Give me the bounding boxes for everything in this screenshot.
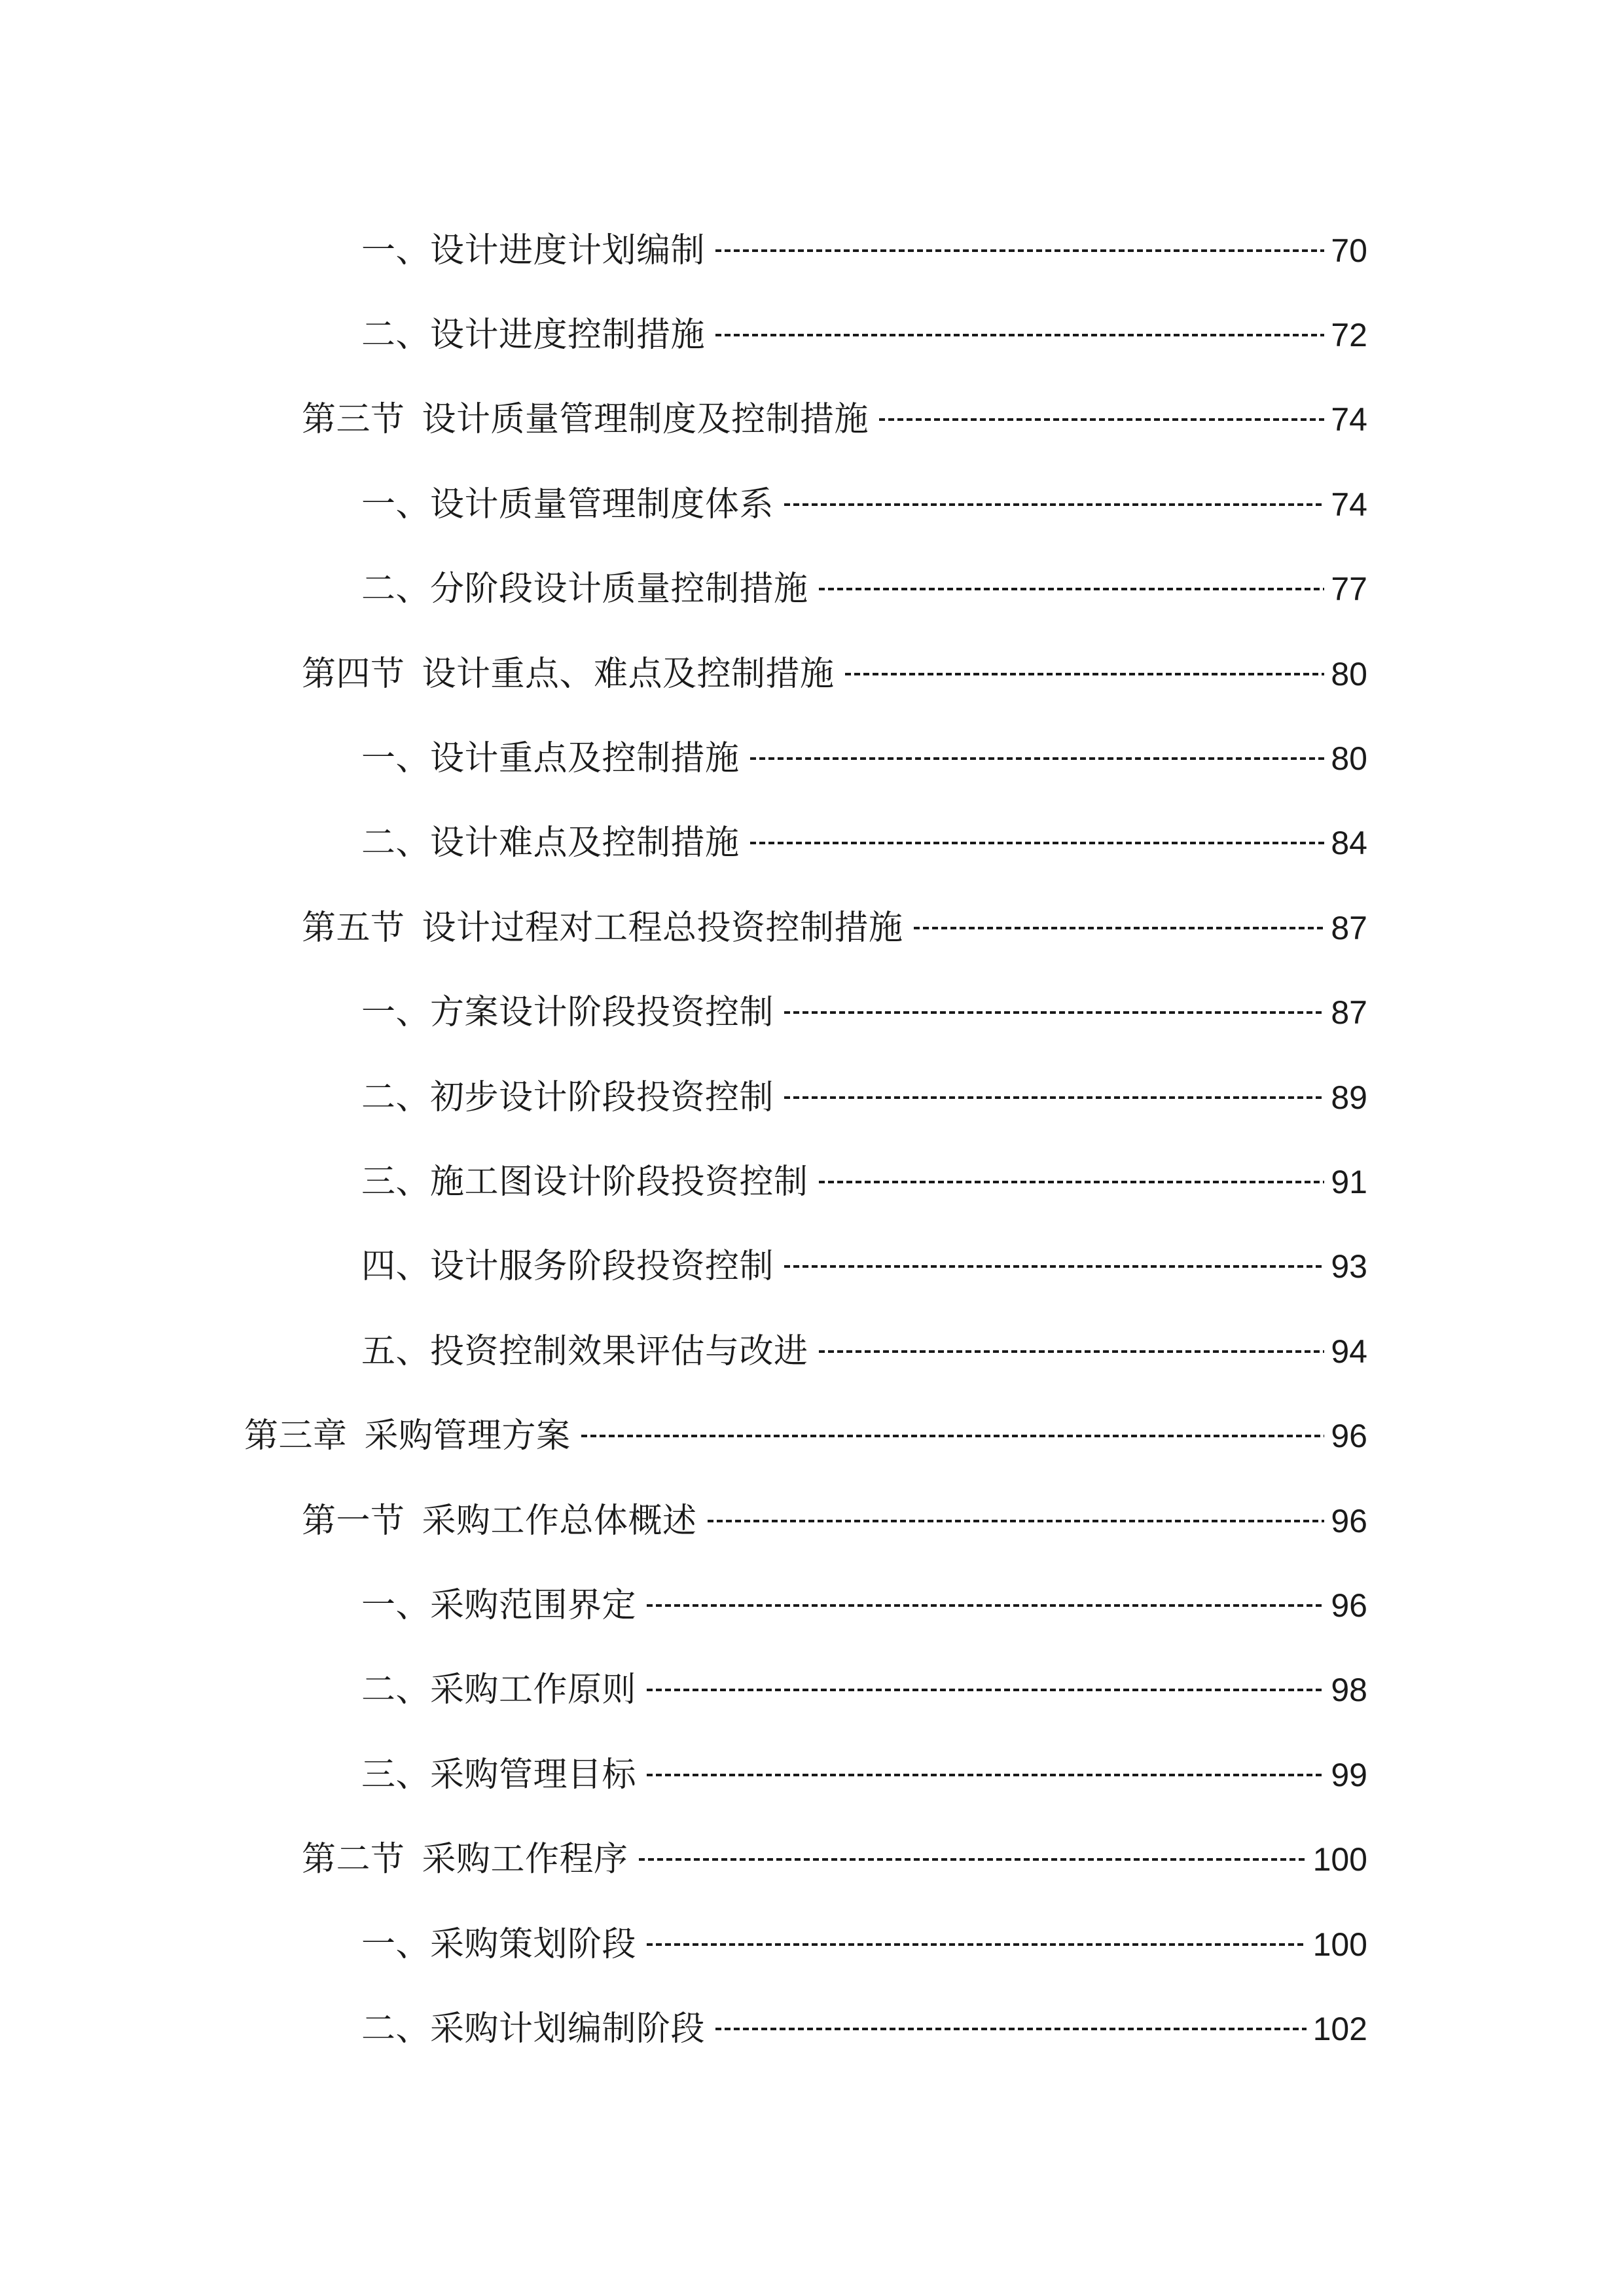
toc-page-number: 72 (1331, 317, 1367, 354)
toc-page-number: 96 (1331, 1502, 1367, 1539)
toc-entry-text: 一、设计进度计划编制 (361, 230, 706, 270)
toc-page-number: 94 (1331, 1333, 1367, 1370)
toc-leader-line (879, 418, 1324, 421)
toc-page-number: 93 (1331, 1248, 1367, 1285)
toc-page-number: 70 (1331, 232, 1367, 269)
toc-entry-text: 五、投资控制效果评估与改进 (361, 1331, 808, 1371)
toc-entry-title (361, 1585, 637, 1625)
toc-page-number: 80 (1331, 655, 1367, 692)
toc-entry[interactable] (0, 1225, 1624, 1309)
toc-entry-text: 设计质量管理制度及控制措施 (422, 400, 869, 440)
toc-leader-line (647, 1774, 1324, 1776)
toc-entry[interactable] (0, 1817, 1624, 1901)
toc-entry-text: 一、设计重点及控制措施 (361, 739, 740, 779)
toc-entry[interactable] (0, 378, 1624, 462)
toc-entry-text: 采购工作总体概述 (422, 1501, 697, 1541)
toc-page-number: 96 (1331, 1418, 1367, 1455)
toc-entry-text: 二、采购工作原则 (361, 1670, 637, 1710)
toc-page-number: 102 (1312, 2010, 1367, 2047)
toc-leader-line (647, 1689, 1324, 1691)
toc-entry[interactable] (0, 886, 1624, 970)
toc-entry-text: 设计重点、难点及控制措施 (422, 654, 835, 694)
toc-page-number: 80 (1331, 740, 1367, 778)
toc-entry[interactable] (0, 1393, 1624, 1478)
toc-entry[interactable] (0, 1139, 1624, 1224)
toc-entry-title (302, 1501, 697, 1541)
toc-entry[interactable] (0, 1986, 1624, 2071)
toc-entry-label: 第二节 (302, 1840, 405, 1880)
toc-entry-title (361, 1077, 774, 1117)
toc-leader-line (581, 1435, 1325, 1437)
toc-leader-line (914, 927, 1325, 929)
toc-leader-line (819, 588, 1325, 590)
toc-leader-line (750, 757, 1325, 760)
toc-entry[interactable] (0, 208, 1624, 293)
toc-entry-title (361, 1670, 637, 1710)
toc-entry[interactable] (0, 1055, 1624, 1139)
toc-entry[interactable] (0, 716, 1624, 800)
toc-entry-title (302, 1840, 628, 1880)
toc-leader-line (784, 1011, 1324, 1014)
toc-leader-line (708, 1520, 1325, 1522)
toc-leader-line (845, 673, 1325, 675)
toc-entry-title (302, 654, 835, 694)
toc-leader-line (715, 249, 1324, 252)
toc-entry-title (361, 993, 774, 1033)
toc-entry[interactable] (0, 801, 1624, 886)
toc-page-number: 96 (1331, 1587, 1367, 1624)
toc-entry-title (361, 484, 774, 524)
toc-entry[interactable] (0, 1902, 1624, 1986)
toc-entry-text: 四、设计服务阶段投资控制 (361, 1247, 774, 1287)
toc-entry-text: 设计过程对工程总投资控制措施 (422, 908, 903, 948)
toc-entry-label: 第五节 (302, 908, 405, 948)
toc-page-number: 89 (1331, 1079, 1367, 1116)
toc-leader-line (784, 503, 1324, 506)
toc-entry-text: 二、设计难点及控制措施 (361, 823, 740, 863)
toc-entry-title (361, 315, 706, 355)
toc-page-number: 91 (1331, 1163, 1367, 1200)
toc-leader-line (750, 842, 1325, 844)
toc-leader-line (639, 1858, 1307, 1861)
toc-leader-line (819, 1181, 1325, 1183)
toc-entry-text: 一、方案设计阶段投资控制 (361, 993, 774, 1033)
toc-entry-title (361, 1247, 774, 1287)
toc-entry[interactable] (0, 1648, 1624, 1732)
toc-leader-line (647, 1943, 1307, 1946)
toc-entry-title (361, 1331, 808, 1371)
toc-entry[interactable] (0, 1563, 1624, 1647)
toc-page-number: 77 (1331, 571, 1367, 608)
toc-page-number: 100 (1312, 1841, 1367, 1878)
toc-entry-text: 二、分阶段设计质量控制措施 (361, 569, 808, 609)
toc-entry-title (302, 400, 869, 440)
toc-page-number: 100 (1312, 1926, 1367, 1963)
toc-entry-text: 二、采购计划编制阶段 (361, 2009, 706, 2049)
toc-page-number: 84 (1331, 825, 1367, 862)
toc-entry-text: 采购工作程序 (422, 1840, 628, 1880)
toc-page-number: 74 (1331, 401, 1367, 439)
toc-entry-text: 一、采购策划阶段 (361, 1924, 637, 1964)
toc-entry-label: 第三章 (244, 1416, 348, 1456)
toc-entry-title (361, 230, 706, 270)
toc-entry-title (302, 908, 903, 948)
toc-entry[interactable] (0, 632, 1624, 716)
toc-entry-text: 一、采购范围界定 (361, 1585, 637, 1625)
toc-leader-line (784, 1265, 1324, 1268)
toc-entry[interactable] (0, 293, 1624, 377)
toc-leader-line (819, 1350, 1325, 1353)
toc-entry-title (361, 1924, 637, 1964)
toc-entry-text: 三、施工图设计阶段投资控制 (361, 1162, 808, 1202)
toc-leader-line (784, 1096, 1324, 1099)
toc-entry-title (361, 739, 740, 779)
toc-page-number: 87 (1331, 994, 1367, 1031)
toc-leader-line (647, 1604, 1324, 1607)
toc-entry[interactable] (0, 1479, 1624, 1563)
toc-page-number: 98 (1331, 1672, 1367, 1709)
table-of-contents (0, 208, 1624, 2072)
toc-entry-text: 二、设计进度控制措施 (361, 315, 706, 355)
toc-entry[interactable] (0, 1309, 1624, 1393)
toc-entry-text: 采购管理方案 (364, 1416, 571, 1456)
toc-entry-label: 第三节 (302, 400, 405, 440)
toc-page-number: 74 (1331, 486, 1367, 523)
toc-entry[interactable] (0, 462, 1624, 547)
toc-entry-text: 三、采购管理目标 (361, 1755, 637, 1795)
toc-entry[interactable] (0, 1732, 1624, 1817)
toc-entry-label: 第四节 (302, 654, 405, 694)
toc-entry-title (361, 823, 740, 863)
toc-page-number: 87 (1331, 909, 1367, 946)
toc-entry-title (244, 1416, 571, 1456)
toc-entry-text: 二、初步设计阶段投资控制 (361, 1077, 774, 1117)
toc-entry[interactable] (0, 971, 1624, 1055)
toc-entry-title (361, 569, 808, 609)
toc-page-number: 99 (1331, 1756, 1367, 1793)
toc-entry-label: 第一节 (302, 1501, 405, 1541)
toc-entry-text: 一、设计质量管理制度体系 (361, 484, 774, 524)
toc-entry-title (361, 2009, 706, 2049)
toc-entry-title (361, 1755, 637, 1795)
toc-entry[interactable] (0, 547, 1624, 632)
toc-leader-line (715, 334, 1324, 336)
toc-entry-title (361, 1162, 808, 1202)
toc-leader-line (715, 2028, 1307, 2030)
